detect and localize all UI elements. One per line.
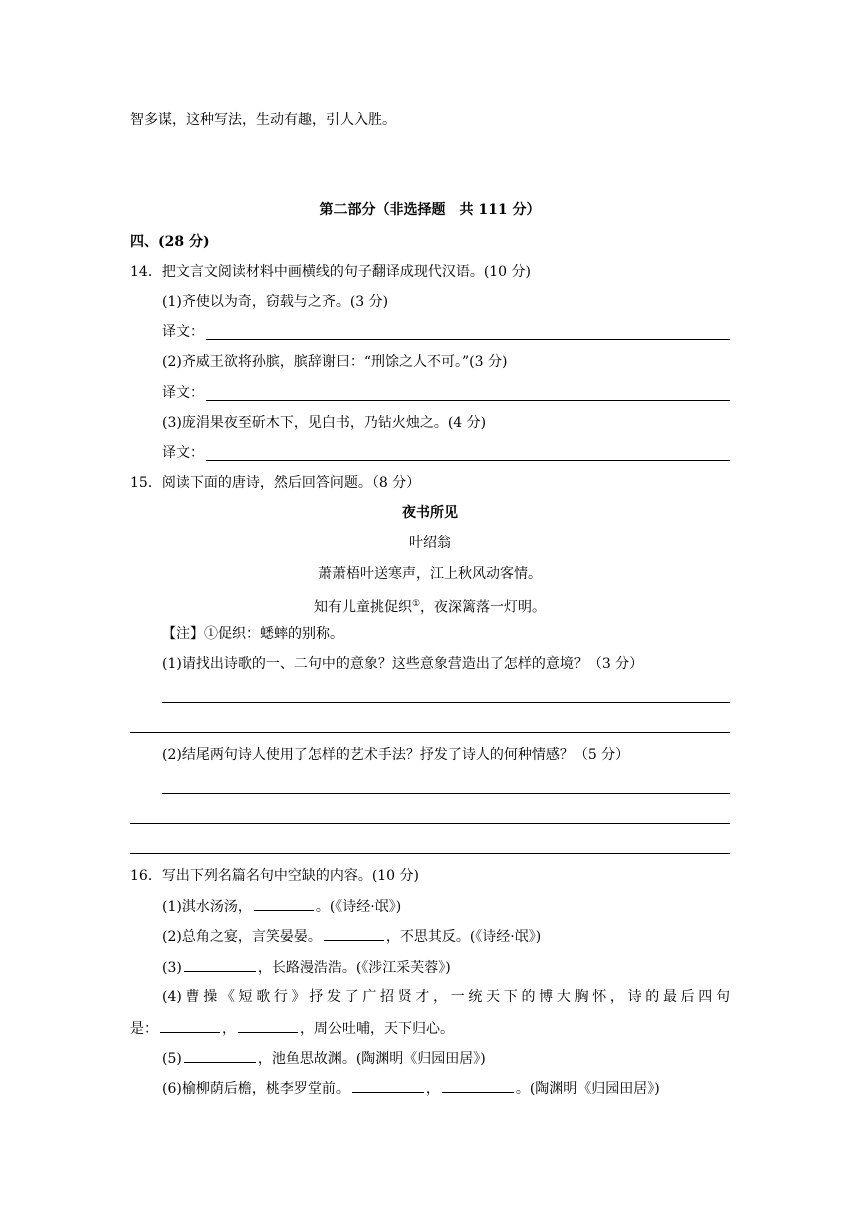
poem-title: 夜书所见	[402, 505, 458, 521]
intro-tail-text: 智多谋，这种写法，生动有趣，引人入胜。	[130, 112, 396, 128]
q16-blank-4b[interactable]	[238, 1018, 298, 1033]
q16-item-2-suffix: ，不思其反。(《诗经·氓》)	[385, 929, 542, 945]
q16-item-3	[162, 957, 451, 978]
q16-item-4-separator: ，	[222, 1021, 236, 1037]
q16-item-1-prefix: (1)淇水汤汤，	[162, 899, 252, 915]
q16-item-6	[162, 1078, 660, 1099]
q14-answer-label-1: 译文：	[162, 324, 204, 340]
q14-item-3: (3)庞涓果夜至斫木下，见白书，乃钻火烛之。(4 分)	[162, 415, 487, 431]
q16-item-2	[162, 926, 541, 947]
q14-stem: 14．把文言文阅读材料中画横线的句子翻译成现代汉语。(10 分)	[130, 264, 532, 280]
q16-blank-6a[interactable]	[352, 1078, 424, 1093]
footnote-marker: ①	[411, 599, 421, 609]
q16-item-4-line-2	[130, 1018, 454, 1039]
q16-item-5	[162, 1048, 486, 1069]
q14-item-1: (1)齐使以为奇，窃载与之齐。(3 分)	[162, 294, 389, 310]
q16-item-3-suffix: ，长路漫浩浩。(《涉江采芙蓉》)	[257, 960, 451, 976]
poem-line-1: 萧萧梧叶送寒声，江上秋风动客情。	[318, 566, 542, 582]
q14-answer-line-2[interactable]	[206, 400, 730, 401]
q15-sub-2: (2)结尾两句诗人使用了怎样的艺术手法？抒发了诗人的何种情感？（5 分）	[162, 747, 630, 763]
q16-item-5-prefix: (5)	[162, 1051, 182, 1067]
q15-sub2-answer-line-2[interactable]	[130, 823, 730, 824]
q16-item-6-suffix: 。(陶渊明《归园田居》)	[515, 1081, 660, 1097]
q16-item-6-prefix: (6)榆柳荫后檐，桃李罗堂前。	[162, 1081, 350, 1097]
poem-line-2	[130, 594, 730, 618]
q15-sub1-answer-line-1[interactable]	[162, 702, 730, 703]
q14-answer-line-1[interactable]	[206, 339, 730, 340]
q16-blank-5[interactable]	[184, 1048, 256, 1063]
q16-item-6-separator: ，	[425, 1081, 440, 1097]
section-heading: 四、(28 分)	[130, 234, 210, 250]
q16-blank-1[interactable]	[254, 896, 314, 911]
q16-item-3-prefix: (3)	[162, 960, 182, 976]
q16-blank-6b[interactable]	[442, 1078, 514, 1093]
q15-stem: 15．阅读下面的唐诗，然后回答问题。（8 分）	[130, 475, 421, 491]
q16-blank-3[interactable]	[184, 957, 256, 972]
poem-note: 【注】①促织：蟋蟀的别称。	[162, 626, 344, 642]
q16-item-2-prefix: (2)总角之宴，言笑晏晏。	[162, 929, 322, 945]
q15-sub2-answer-line-1[interactable]	[162, 793, 730, 794]
q16-blank-2[interactable]	[324, 926, 384, 941]
q16-item-1-suffix: 。(《诗经·氓》)	[315, 899, 402, 915]
q15-sub2-answer-line-3[interactable]	[130, 853, 730, 854]
q16-item-1	[162, 896, 401, 917]
part-title: 第二部分（非选择题 共 111 分）	[319, 202, 541, 218]
poem-author: 叶绍翁	[409, 535, 451, 551]
q15-sub1-answer-line-2[interactable]	[130, 732, 730, 733]
q14-answer-line-3[interactable]	[206, 460, 730, 461]
q14-item-2: (2)齐威王欲将孙膑，膑辞谢曰：“刑馀之人不可。”(3 分)	[162, 354, 508, 370]
q16-item-5-suffix: ，池鱼思故渊。(陶渊明《归园田居》)	[257, 1051, 486, 1067]
q16-blank-4a[interactable]	[160, 1018, 220, 1033]
q16-item-4-prefix: 是：	[130, 1021, 158, 1037]
q14-answer-label-3: 译文：	[162, 445, 204, 461]
q14-answer-label-2: 译文：	[162, 385, 204, 401]
q16-item-4-suffix: ，周公吐哺，天下归心。	[300, 1021, 454, 1037]
q15-sub-1: (1)请找出诗歌的一、二句中的意象？这些意象营造出了怎样的意境？（3 分）	[162, 656, 644, 672]
poem-line-2-part-a: 知有儿童挑促织	[313, 599, 412, 616]
q16-item-4-line-1: (4)曹操《短歌行》抒发了广招贤才，一统天下的博大胸怀，诗的最后四句	[162, 989, 730, 1005]
q16-stem: 16．写出下列名篇名句中空缺的内容。(10 分)	[130, 868, 420, 884]
poem-line-2-part-b: ，夜深篱落一灯明。	[420, 599, 547, 616]
